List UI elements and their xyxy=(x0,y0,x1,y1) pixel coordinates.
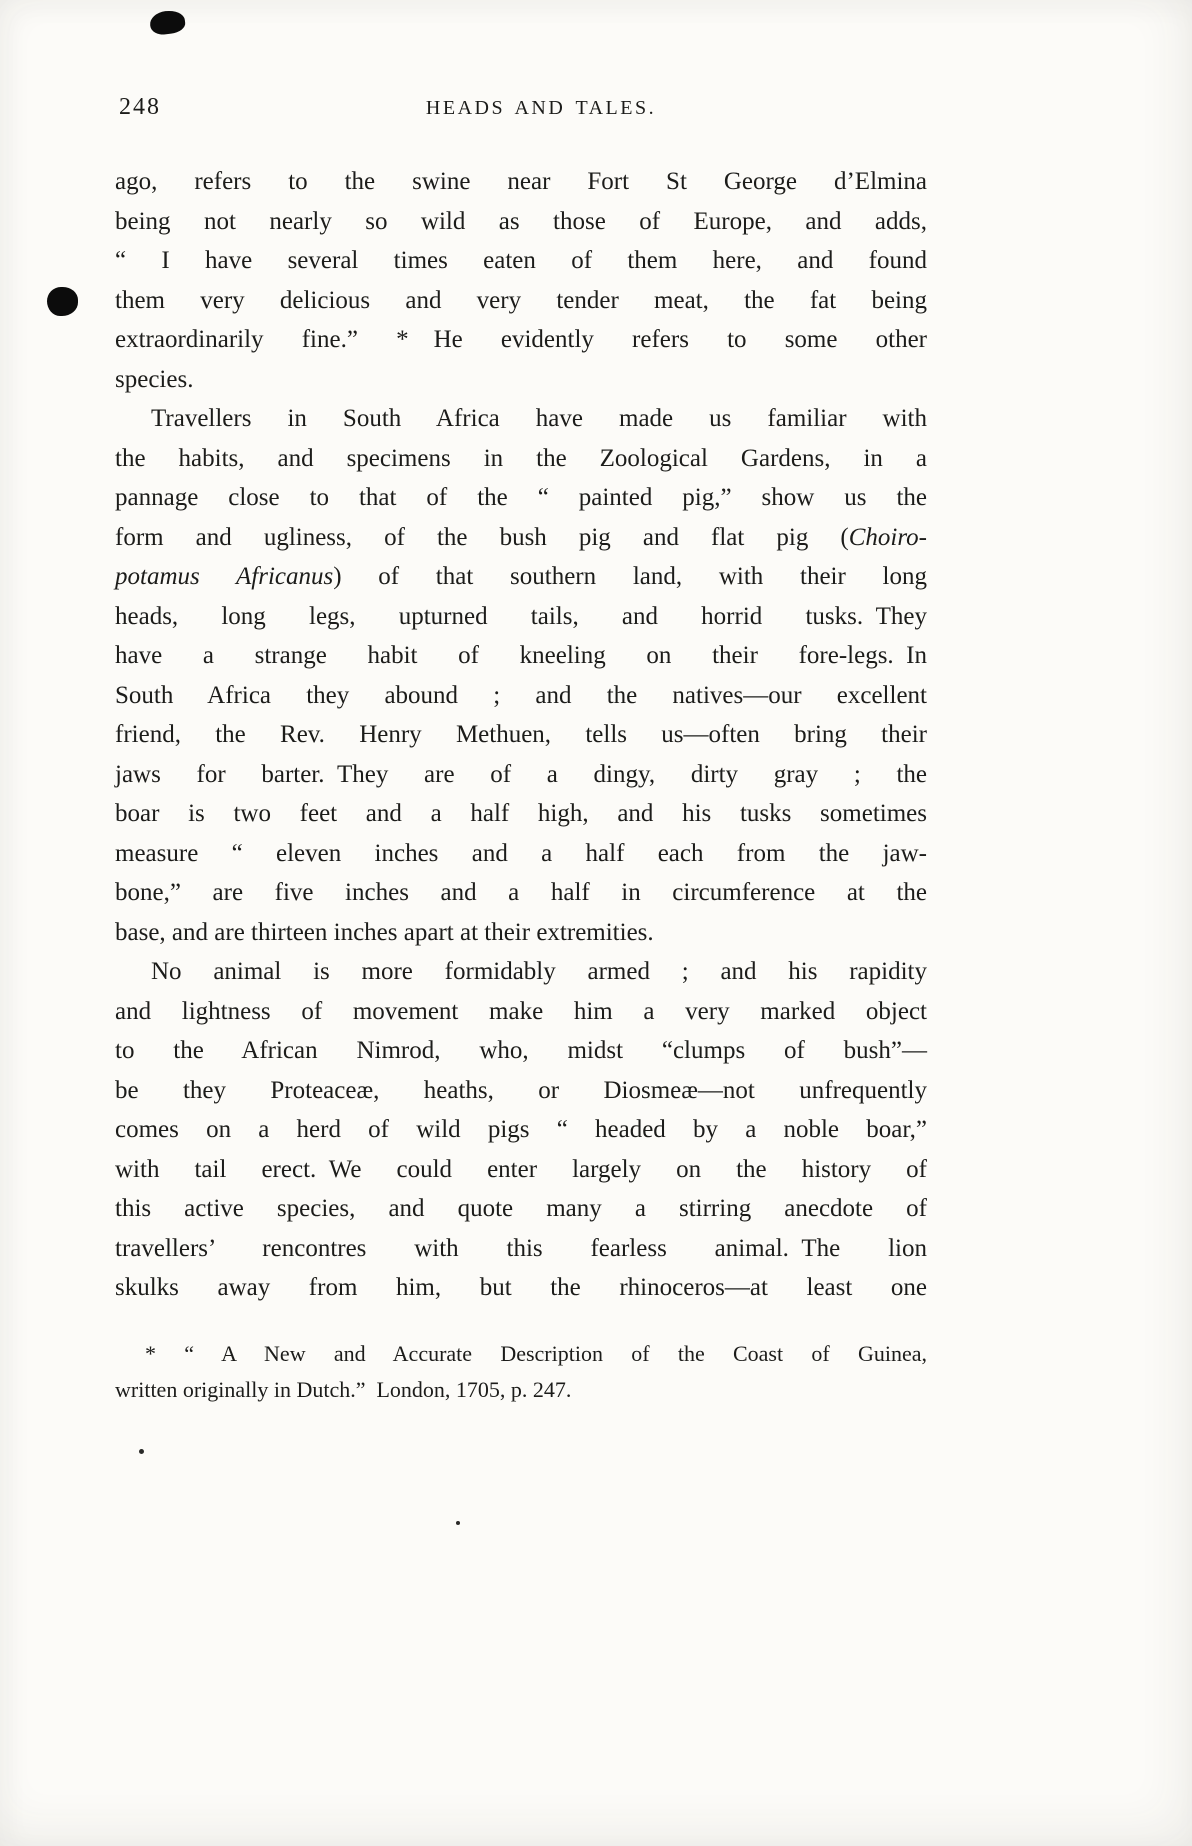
text-segment: jaws for barter. They are of a dingy, dirty gray ; the xyxy=(115,760,927,788)
text-line xyxy=(115,1229,927,1269)
text-segment: travellers’ rencontres with this fearless animal. The lion xyxy=(115,1234,927,1262)
text-line xyxy=(115,557,927,597)
text-line xyxy=(115,873,927,913)
ink-blot-margin xyxy=(47,287,78,316)
text-line xyxy=(115,1071,927,1111)
text-line xyxy=(115,202,927,242)
text-line xyxy=(115,360,927,400)
text-segment: No animal is more formidably armed ; and his rapidity xyxy=(151,958,927,985)
text-segment: South Africa they abound ; and the natives—our excellent xyxy=(115,681,927,709)
text-segment: bone,” are five inches and a half in circumference at the xyxy=(115,879,927,906)
text-line xyxy=(115,1372,927,1408)
paragraph xyxy=(115,162,927,399)
text-line xyxy=(115,715,927,755)
text-segment: * “ A New and Accurate Description of the Coast of Guinea, xyxy=(145,1341,927,1366)
text-line xyxy=(115,794,927,834)
text-segment: base, and are thirteen inches apart at their extremities. xyxy=(115,918,654,946)
page-header xyxy=(115,92,927,126)
text-line xyxy=(115,1189,927,1229)
speck xyxy=(456,1521,460,1525)
text-segment: boar is two feet and a half high, and his tusks sometimes xyxy=(115,800,927,827)
text-segment: pannage close to that of the “ painted pig,” show us the xyxy=(115,484,927,511)
text-segment: heads, long legs, upturned tails, and horrid tusks. They xyxy=(115,602,927,630)
text-segment: extraordinarily fine.” * He evidently refers to some other xyxy=(115,326,927,353)
text-line xyxy=(115,399,927,439)
text-line xyxy=(115,281,927,321)
text-segment: friend, the Rev. Henry Methuen, tells us—often bring their xyxy=(115,721,927,748)
text-line xyxy=(115,913,927,953)
ink-blot-top xyxy=(149,9,187,36)
text-line xyxy=(115,439,927,479)
text-line xyxy=(115,1336,927,1372)
text-line xyxy=(115,755,927,795)
text-segment: ago, refers to the swine near Fort St George d’Elmina xyxy=(115,168,927,195)
text-line xyxy=(115,1150,927,1190)
text-segment: with tail erect. We could enter largely on the history of xyxy=(115,1155,927,1183)
page-number: 248 xyxy=(119,94,161,120)
text-line xyxy=(115,162,927,202)
text-segment: this active species, and quote many a stirring anecdote of xyxy=(115,1195,927,1222)
text-segment: have a strange habit of kneeling on their fore-legs. In xyxy=(115,642,927,669)
text-segment: written originally in Dutch.” London, 1705, p. 247. xyxy=(115,1377,572,1402)
text-segment: skulks away from him, but the rhinoceros—at least one xyxy=(115,1274,927,1301)
text-segment: them very delicious and very tender meat, the fat being xyxy=(115,286,927,314)
text-line xyxy=(115,597,927,637)
text-line xyxy=(115,1110,927,1150)
text-segment: Travellers in South Africa have made us familiar with xyxy=(151,405,927,432)
text-segment: being not nearly so wild as those of Europe, and adds, xyxy=(115,207,927,235)
text-segment: Choiro- xyxy=(848,523,927,551)
text-line xyxy=(115,320,927,360)
text-segment: comes on a herd of wild pigs “ headed by a noble boar,” xyxy=(115,1116,927,1143)
text-line xyxy=(115,952,927,992)
text-segment: species. xyxy=(115,365,194,393)
footnote xyxy=(115,1336,927,1408)
text-line xyxy=(115,478,927,518)
paragraph xyxy=(115,399,927,952)
running-title: HEADS AND TALES. xyxy=(425,97,657,119)
paragraph xyxy=(115,952,927,1308)
text-line xyxy=(115,241,927,281)
text-line xyxy=(115,1031,927,1071)
text-segment: and lightness of movement make him a very marked object xyxy=(115,997,927,1025)
text-segment: to the African Nimrod, who, midst “clumps of bush”— xyxy=(115,1037,927,1064)
text-line xyxy=(115,992,927,1032)
text-line xyxy=(115,676,927,716)
text-segment: measure “ eleven inches and a half each from the jaw- xyxy=(115,839,927,867)
speck xyxy=(139,1449,144,1454)
text-segment: potamus Africanus xyxy=(115,563,334,590)
text-segment: “ I have several times eaten of them here, and found xyxy=(115,247,927,274)
text-line xyxy=(115,834,927,874)
text-block xyxy=(115,162,927,1308)
paragraph xyxy=(115,1336,927,1408)
text-segment: be they Proteaceæ, heaths, or Diosmeæ—not unfrequently xyxy=(115,1076,927,1104)
text-line xyxy=(115,1268,927,1308)
text-line xyxy=(115,636,927,676)
text-segment: form and ugliness, of the bush pig and flat pig ( xyxy=(115,523,849,551)
text-segment: ) of that southern land, with their long xyxy=(333,563,927,590)
text-line xyxy=(115,518,927,558)
text-segment: the habits, and specimens in the Zoological Gardens, in a xyxy=(115,444,927,472)
